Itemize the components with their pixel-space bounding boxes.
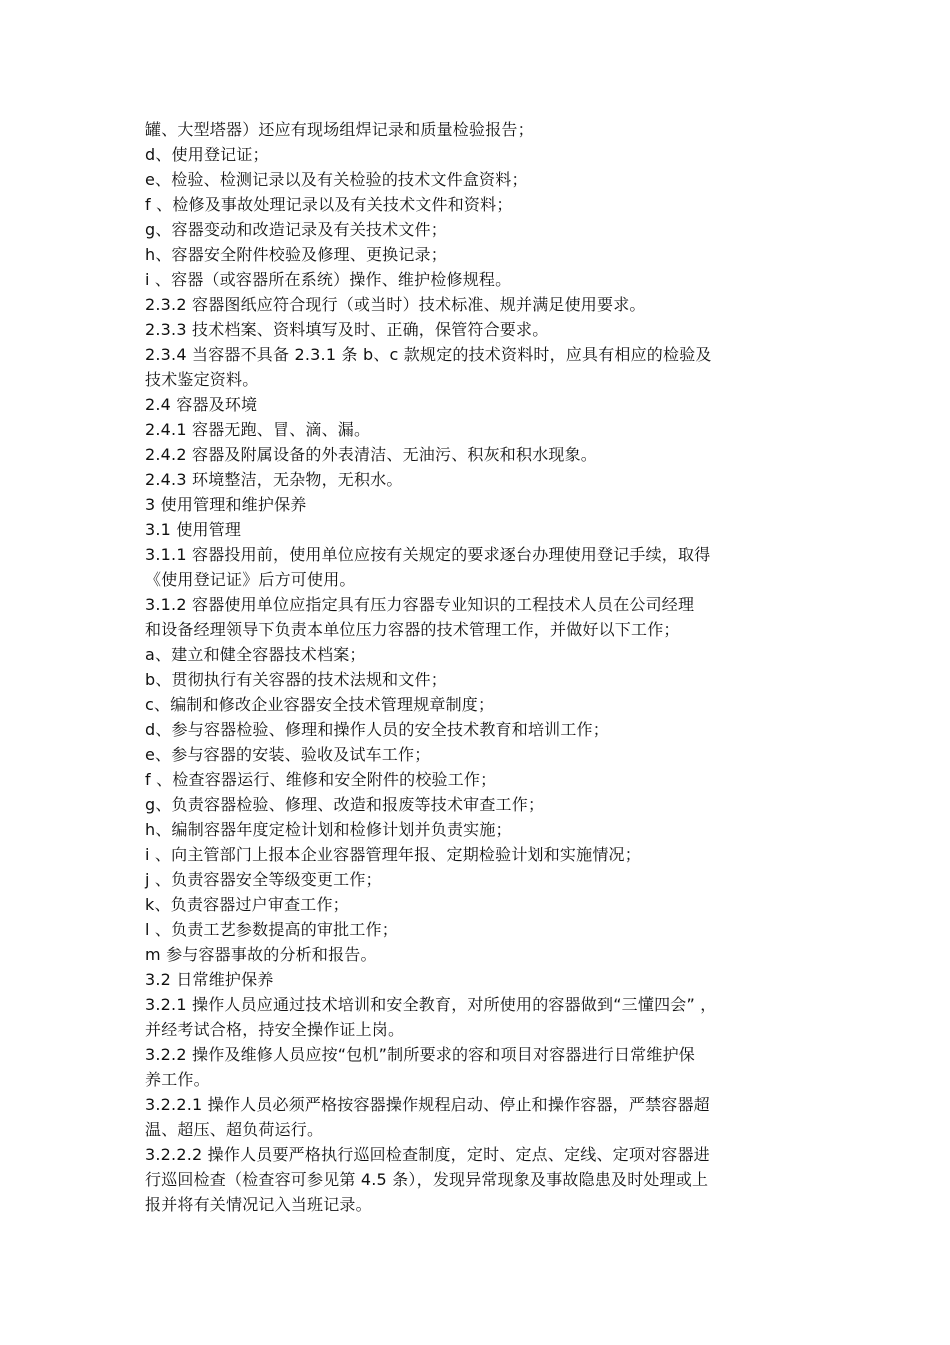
section-heading-3: 3 使用管理和维护保养 [145,495,307,514]
text-line: 报并将有关情况记入当班记录。 [145,1195,372,1214]
text-line: e、检验、检测记录以及有关检验的技术文件盒资料； [145,170,528,189]
section-heading-3-2-2-1: 3.2.2.1 操作人员必须严格按容器操作规程启动、停止和操作容器，严禁容器超 [145,1095,710,1114]
text-line: 温、超压、超负荷运行。 [145,1120,324,1139]
text-line: 罐、大型塔器）还应有现场组焊记录和质量检验报告； [145,120,534,139]
section-heading-2-3-2: 2.3.2 容器图纸应符合现行（或当时）技术标准、规并满足使用要求。 [145,295,646,314]
list-item: e、参与容器的安装、验收及试车工作； [145,745,431,764]
text-line: i 、容器（或容器所在系统）操作、维护检修规程。 [145,270,512,289]
section-heading-2-3-3: 2.3.3 技术档案、资料填写及时、正确，保管符合要求。 [145,320,549,339]
list-item: b、贯彻执行有关容器的技术法规和文件； [145,670,447,689]
list-item: m 参与容器事故的分析和报告。 [145,945,377,964]
list-item: h、编制容器年度定检计划和检修计划并负责实施； [145,820,512,839]
list-item: l 、负责工艺参数提高的审批工作； [145,920,398,939]
section-heading-2-4-3: 2.4.3 环境整洁，无杂物，无积水。 [145,470,403,489]
section-heading-2-4-1: 2.4.1 容器无跑、冒、滴、漏。 [145,420,371,439]
text-line: 和设备经理领导下负责本单位压力容器的技术管理工作，并做好以下工作； [145,620,680,639]
section-heading-3-1: 3.1 使用管理 [145,520,242,539]
text-line: 《使用登记证》后方可使用。 [145,570,356,589]
text-line: 养工作。 [145,1070,210,1089]
text-line: 行巡回检查（检查容可参见第 4.5 条），发现异常现象及事故隐患及时处理或上 [145,1170,709,1189]
text-line: 技术鉴定资料。 [145,370,259,389]
section-heading-3-2-1: 3.2.1 操作人员应通过技术培训和安全教育，对所使用的容器做到“三懂四会” ， [145,995,717,1014]
list-item: c、编制和修改企业容器安全技术管理规章制度； [145,695,495,714]
section-heading-3-2-2-2: 3.2.2.2 操作人员要严格执行巡回检查制度，定时、定点、定线、定项对容器进 [145,1145,710,1164]
text-line: f 、检修及事故处理记录以及有关技术文件和资料； [145,195,513,214]
text-line: h、容器安全附件校验及修理、更换记录； [145,245,447,264]
text-line: 并经考试合格，持安全操作证上岗。 [145,1020,405,1039]
list-item: g、负责容器检验、修理、改造和报废等技术审查工作； [145,795,545,814]
section-heading-2-4-2: 2.4.2 容器及附属设备的外表清洁、无油污、积灰和积水现象。 [145,445,597,464]
text-line: d、使用登记证； [145,145,269,164]
list-item: d、参与容器检验、修理和操作人员的安全技术教育和培训工作； [145,720,609,739]
list-item: k、负责容器过户审查工作； [145,895,349,914]
list-item: j 、负责容器安全等级变更工作； [145,870,382,889]
list-item: i 、向主管部门上报本企业容器管理年报、定期检验计划和实施情况； [145,845,641,864]
text-line: g、容器变动和改造记录及有关技术文件； [145,220,447,239]
section-heading-3-1-1: 3.1.1 容器投用前，使用单位应按有关规定的要求逐台办理使用登记手续，取得 [145,545,711,564]
section-heading-3-1-2: 3.1.2 容器使用单位应指定具有压力容器专业知识的工程技术人员在公司经理 [145,595,695,614]
section-heading-2-3-4: 2.3.4 当容器不具备 2.3.1 条 b、c 款规定的技术资料时，应具有相应的检验及 [145,345,712,364]
document-body [145,117,825,1217]
list-item: a、建立和健全容器技术档案； [145,645,366,664]
section-heading-3-2-2: 3.2.2 操作及维修人员应按“包机”制所要求的容和项目对容器进行日常维护保 [145,1045,695,1064]
section-heading-2-4: 2.4 容器及环境 [145,395,258,414]
section-heading-3-2: 3.2 日常维护保养 [145,970,274,989]
list-item: f 、检查容器运行、维修和安全附件的校验工作； [145,770,497,789]
